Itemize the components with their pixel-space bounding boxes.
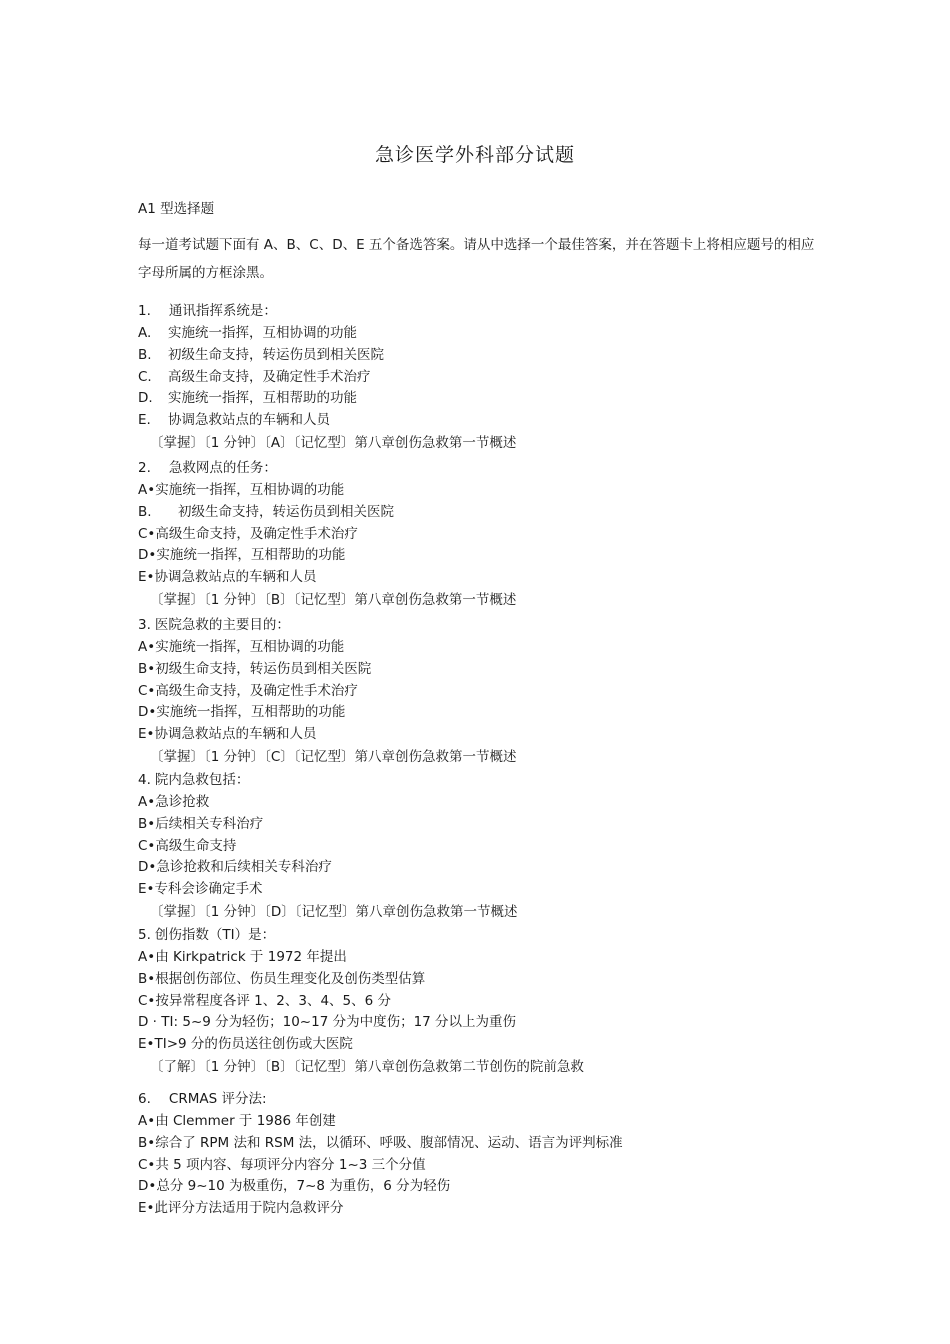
question-stem bbox=[138, 769, 828, 792]
answer-option bbox=[138, 879, 828, 901]
answer-option bbox=[138, 410, 828, 432]
question-stem-text: 院内急救包括： bbox=[154, 772, 250, 788]
question-stem bbox=[138, 300, 828, 323]
answer-option bbox=[138, 637, 828, 659]
option-label: B. bbox=[138, 346, 152, 363]
option-text: 高级生命支持，及确定性手术治疗 bbox=[168, 368, 371, 385]
option-label: A. bbox=[138, 325, 152, 341]
option-label: C. bbox=[138, 368, 152, 385]
question-block bbox=[138, 614, 828, 769]
answer-option bbox=[138, 1133, 828, 1155]
answer-option bbox=[138, 836, 828, 858]
question-meta: 〔了解〕〔1 分钟〕〔B〕〔记忆型〕第八章创伤急救第二节创伤的院前急救 bbox=[150, 1058, 584, 1075]
option-label: D · bbox=[138, 1014, 162, 1031]
option-text: 实施统一指挥，互相协调的功能 bbox=[155, 482, 345, 498]
option-label: D• bbox=[138, 547, 157, 564]
answer-option bbox=[138, 1176, 828, 1198]
answer-option bbox=[138, 545, 828, 567]
answer-option bbox=[138, 659, 828, 681]
question-block bbox=[138, 769, 828, 924]
option-text: 共 5 项内容、每项评分内容分 1~3 三个分值 bbox=[155, 1156, 426, 1173]
question-stem bbox=[138, 457, 828, 480]
option-label: A• bbox=[138, 639, 156, 655]
option-text: 按异常程度各评 1、2、3、4、5、6 分 bbox=[155, 992, 392, 1009]
option-label: C• bbox=[138, 992, 156, 1009]
answer-option bbox=[138, 1155, 828, 1177]
section-heading: A1 型选择题 bbox=[138, 201, 215, 217]
answer-option bbox=[138, 991, 828, 1013]
option-text: 实施统一指挥，互相帮助的功能 bbox=[168, 390, 357, 407]
question-stem bbox=[138, 924, 828, 947]
option-text: 实施统一指挥，互相协调的功能 bbox=[168, 325, 357, 341]
option-label: B• bbox=[138, 660, 156, 677]
option-label: A• bbox=[138, 949, 156, 965]
option-text: 实施统一指挥，互相协调的功能 bbox=[155, 639, 345, 655]
option-text: 急诊抢救和后续相关专科治疗 bbox=[156, 859, 332, 876]
answer-option bbox=[138, 388, 828, 410]
question-meta: 〔掌握〕〔1 分钟〕〔A〕〔记忆型〕第八章创伤急救第一节概述 bbox=[150, 434, 517, 451]
answer-option bbox=[138, 1111, 828, 1133]
option-label: B. bbox=[138, 503, 152, 520]
question-number: 2. bbox=[138, 460, 151, 476]
answer-option bbox=[138, 567, 828, 589]
option-label: E• bbox=[138, 1200, 155, 1217]
option-label: B• bbox=[138, 1134, 156, 1151]
option-text: 专科会诊确定手术 bbox=[154, 881, 263, 898]
option-label: C• bbox=[138, 525, 156, 542]
answer-option bbox=[138, 681, 828, 703]
answer-option bbox=[138, 502, 828, 524]
option-text: 根据创伤部位、伤员生理变化及创伤类型估算 bbox=[155, 970, 426, 987]
question-number: 3. bbox=[138, 617, 151, 633]
answer-option bbox=[138, 480, 828, 502]
option-text: 高级生命支持，及确定性手术治疗 bbox=[155, 525, 358, 542]
question-number: 1. bbox=[138, 303, 151, 319]
question-stem-text: 通讯指挥系统是： bbox=[168, 303, 277, 319]
question-number: 6. bbox=[138, 1091, 151, 1107]
question-number: 5. bbox=[138, 927, 151, 943]
answer-option bbox=[138, 1034, 828, 1056]
option-text: 高级生命支持，及确定性手术治疗 bbox=[155, 682, 358, 699]
question-meta: 〔掌握〕〔1 分钟〕〔B〕〔记忆型〕第八章创伤急救第一节概述 bbox=[150, 591, 517, 608]
option-label: C• bbox=[138, 1156, 156, 1173]
option-label: E• bbox=[138, 569, 155, 586]
option-text: 综合了 RPM 法和 RSM 法，以循环、呼吸、腹部情况、运动、语言为评判标准 bbox=[155, 1134, 623, 1151]
answer-option bbox=[138, 1198, 828, 1220]
option-text: 初级生命支持，转运伤员到相关医院 bbox=[178, 503, 394, 520]
option-text: 协调急救站点的车辆和人员 bbox=[154, 569, 317, 586]
option-text: 高级生命支持 bbox=[155, 837, 237, 854]
option-label: A• bbox=[138, 482, 156, 498]
option-text: 协调急救站点的车辆和人员 bbox=[168, 412, 330, 429]
option-label: E• bbox=[138, 726, 155, 743]
answer-option bbox=[138, 524, 828, 546]
option-text: 协调急救站点的车辆和人员 bbox=[154, 726, 317, 743]
option-text: TI>9 分的伤员送往创伤或大医院 bbox=[154, 1036, 353, 1053]
answer-option bbox=[138, 792, 828, 814]
question-stem-text: 急救网点的任务： bbox=[168, 460, 277, 476]
option-label: D• bbox=[138, 1178, 157, 1195]
instructions-paragraph: 每一道考试题下面有 A、B、C、D、E 五个备选答案。请从中选择一个最佳答案，并在答题卡上将相应题号的相应字母所属的方框涂黑。 bbox=[138, 237, 815, 281]
answer-option bbox=[138, 724, 828, 746]
question-block bbox=[138, 924, 828, 1079]
option-text: 实施统一指挥，互相帮助的功能 bbox=[156, 547, 346, 564]
option-label: E• bbox=[138, 1036, 155, 1053]
answer-option bbox=[138, 323, 828, 345]
answer-option bbox=[138, 367, 828, 389]
option-text: 急诊抢救 bbox=[155, 794, 210, 810]
question-block bbox=[138, 300, 828, 455]
answer-option bbox=[138, 345, 828, 367]
option-text: 由 Kirkpatrick 于 1972 年提出 bbox=[155, 949, 347, 965]
option-label: E. bbox=[138, 412, 151, 429]
option-label: B• bbox=[138, 815, 156, 832]
question-block bbox=[138, 457, 828, 612]
option-text: 初级生命支持，转运伤员到相关医院 bbox=[168, 346, 384, 363]
option-label: C• bbox=[138, 682, 156, 699]
option-label: C• bbox=[138, 837, 156, 854]
question-meta: 〔掌握〕〔1 分钟〕〔D〕〔记忆型〕第八章创伤急救第一节概述 bbox=[150, 903, 518, 920]
option-text: TI: 5~9 分为轻伤；10~17 分为中度伤；17 分以上为重伤 bbox=[161, 1014, 517, 1031]
answer-option bbox=[138, 947, 828, 969]
question-meta: 〔掌握〕〔1 分钟〕〔C〕〔记忆型〕第八章创伤急救第一节概述 bbox=[150, 748, 517, 765]
answer-option bbox=[138, 1012, 828, 1034]
question-block bbox=[138, 1088, 828, 1220]
question-stem bbox=[138, 1088, 828, 1111]
option-text: 后续相关专科治疗 bbox=[155, 815, 264, 832]
option-text: 初级生命支持，转运伤员到相关医院 bbox=[155, 660, 372, 677]
option-label: D• bbox=[138, 859, 157, 876]
option-text: 总分 9~10 为极重伤，7~8 为重伤，6 分为轻伤 bbox=[156, 1178, 451, 1195]
option-text: 此评分方法适用于院内急救评分 bbox=[154, 1200, 344, 1217]
option-text: 实施统一指挥，互相帮助的功能 bbox=[156, 704, 346, 721]
option-label: E• bbox=[138, 881, 155, 898]
question-stem-text: CRMAS 评分法: bbox=[168, 1091, 267, 1107]
answer-option bbox=[138, 814, 828, 836]
option-label: A• bbox=[138, 1113, 156, 1129]
question-number: 4. bbox=[138, 772, 151, 788]
option-label: D. bbox=[138, 390, 153, 407]
option-label: D• bbox=[138, 704, 157, 721]
answer-option bbox=[138, 857, 828, 879]
answer-option bbox=[138, 702, 828, 724]
answer-option bbox=[138, 969, 828, 991]
option-text: 由 Clemmer 于 1986 年创建 bbox=[155, 1113, 336, 1129]
question-stem bbox=[138, 614, 828, 637]
option-label: B• bbox=[138, 970, 156, 987]
question-stem-text: 创伤指数（TI）是： bbox=[154, 927, 276, 943]
document-title: 急诊医学外科部分试题 bbox=[374, 144, 575, 166]
question-stem-text: 医院急救的主要目的： bbox=[154, 617, 290, 633]
option-label: A• bbox=[138, 794, 156, 810]
